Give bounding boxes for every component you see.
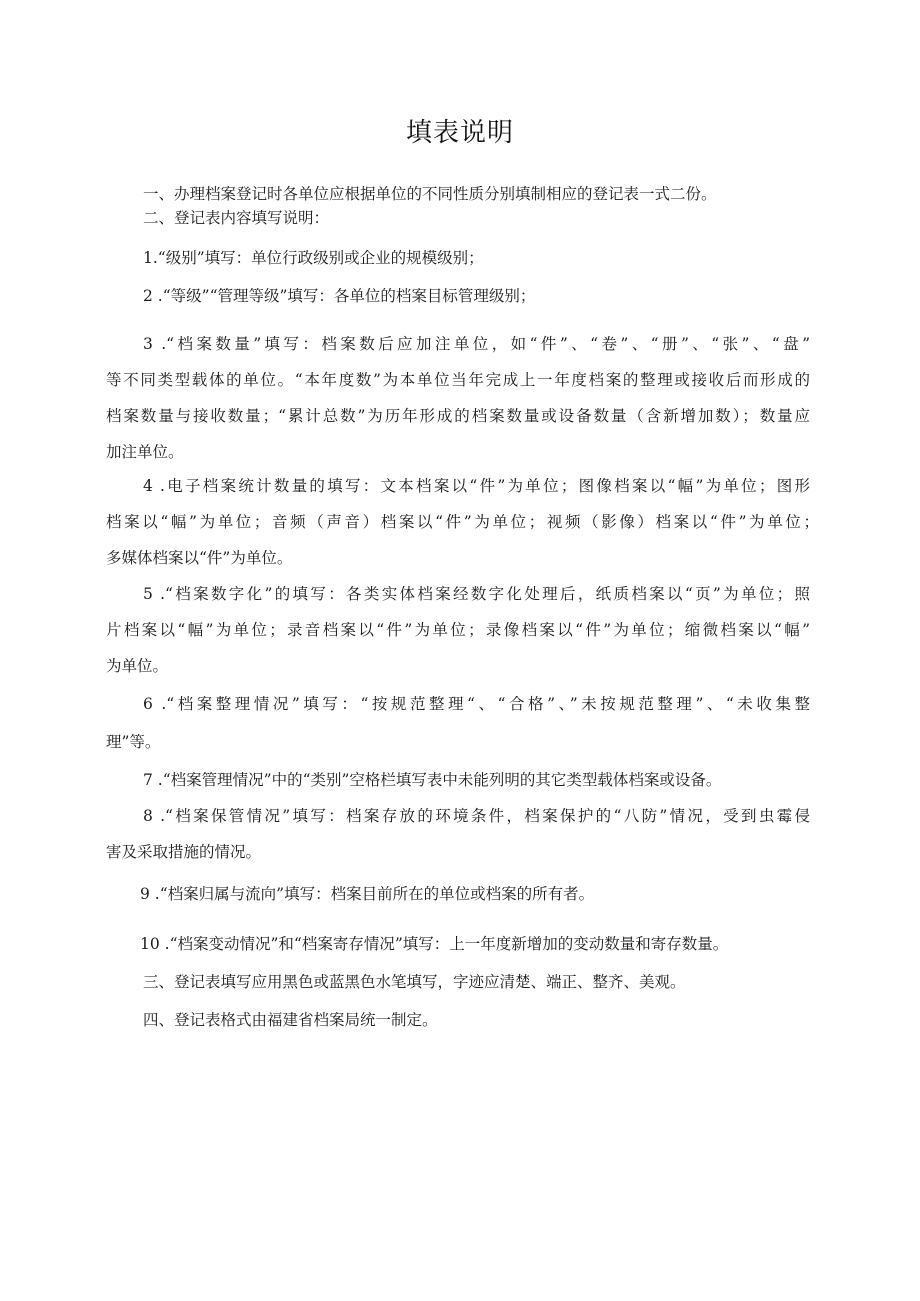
item-4-line: 四、登记表格式由福建省档案局统一制定。 [143, 1011, 438, 1029]
sub-item-5-line-3: 为单位。 [106, 657, 169, 675]
sub-item-3-line-4: 加注单位。 [106, 443, 184, 461]
sub-item-7: 7 .“档案管理情况”中的“类别”空格栏填写表中未能列明的其它类型载体档案或设备。 [143, 771, 722, 789]
sub-item-6-line-2: 理”等。 [106, 733, 161, 751]
sub-item-6-line-1: 6 .“档案整理情况”填写：“按规范整理“、“合格”、”未按规范整理”、“未收集整 [143, 695, 810, 713]
sub-item-4-line-2: 档案以“幅”为单位；音频（声音）档案以“件”为单位；视频（影像）档案以“件”为单位； [106, 513, 819, 531]
page-title: 填表说明 [405, 118, 514, 148]
sub-item-3-line-2: 等不同类型载体的单位。“本年度数”为本单位当年完成上一年度档案的整理或接收后而形成的 [106, 371, 810, 389]
sub-item-3-line-1: 3 .“档案数量”填写：档案数后应加注单位，如“件”、“卷”、“册”、“张”、“盘” [143, 335, 810, 353]
sub-item-4-line-1: 4 .电子档案统计数量的填写：文本档案以“件”为单位；图像档案以“幅”为单位；图形 [143, 477, 810, 495]
sub-item-8-line-2: 害及采取措施的情况。 [106, 843, 262, 861]
item-3-line: 三、登记表填写应用黑色或蓝黑色水笔填写，字迹应清楚、端正、整齐、美观。 [143, 973, 686, 991]
sub-item-2: 2 .“等级”“管理等级”填写：各单位的档案目标管理级别； [143, 287, 536, 305]
sub-item-3-line-3: 档案数量与接收数量；“累计总数”为历年形成的档案数量或设备数量（含新增加数）；数量应 [106, 407, 810, 425]
sub-item-8-line-1: 8 .“档案保管情况”填写：档案存放的环境条件，档案保护的“八防”情况，受到虫霉侵 [143, 807, 810, 825]
sub-item-9: 9 .“档案归属与流向”填写：档案目前所在的单位或档案的所有者。 [140, 885, 595, 903]
sub-item-5-line-1: 5 .“档案数字化”的填写：各类实体档案经数字化处理后，纸质档案以“页”为单位；照 [143, 585, 810, 603]
sub-item-4-line-3: 多媒体档案以“件”为单位。 [106, 549, 293, 567]
item-1-line: 一、办理档案登记时各单位应根据单位的不同性质分别填制相应的登记表一式二份。 [143, 185, 717, 203]
item-2-heading: 二、登记表内容填写说明： [143, 209, 330, 227]
sub-item-1: 1.“级别”填写：单位行政级别或企业的规模级别； [143, 249, 484, 267]
sub-item-5-line-2: 片档案以“幅”为单位；录音档案以“件”为单位；录像档案以“件”为单位；缩微档案以“幅” [106, 621, 810, 639]
sub-item-10: 10 .“档案变动情况”和“档案寄存情况”填写：上一年度新增加的变动数量和寄存数量。 [140, 935, 729, 953]
